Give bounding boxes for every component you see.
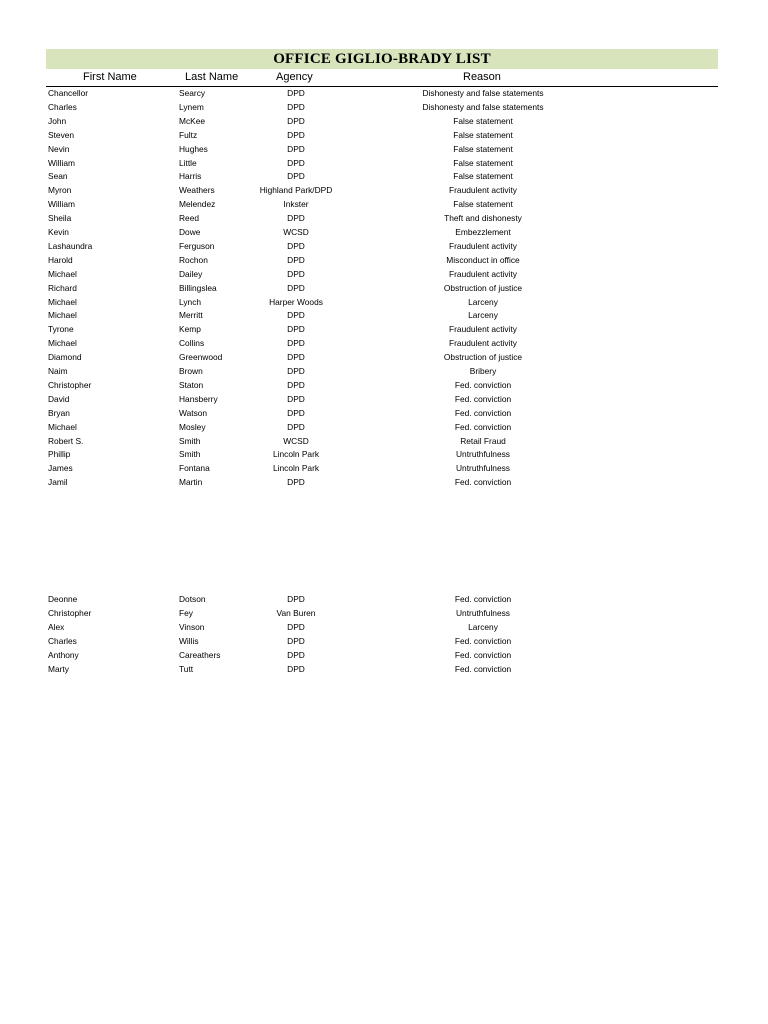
table-row bbox=[0, 86, 768, 100]
agency-cell: DPD bbox=[287, 477, 305, 488]
first-name-cell: Alex bbox=[48, 621, 65, 632]
reason-cell: Untruthfulness bbox=[456, 449, 510, 460]
agency-cell: Harper Woods bbox=[269, 296, 323, 307]
first-name-cell: William bbox=[48, 157, 75, 168]
agency-cell: DPD bbox=[287, 157, 305, 168]
first-name-cell: Michael bbox=[48, 310, 77, 321]
last-name-cell: Weathers bbox=[179, 185, 215, 196]
table-row bbox=[0, 197, 768, 211]
reason-cell: Embezzlement bbox=[455, 227, 511, 237]
last-name-cell: Dowe bbox=[179, 227, 201, 237]
table-row bbox=[0, 648, 768, 662]
first-name-cell: Bryan bbox=[48, 407, 70, 418]
table-row bbox=[0, 447, 768, 461]
agency-cell: DPD bbox=[287, 240, 305, 251]
table-row bbox=[0, 378, 768, 392]
reason-cell: Fed. conviction bbox=[454, 407, 512, 418]
first-name-cell: Robert S. bbox=[48, 435, 84, 446]
agency-cell: DPD bbox=[287, 129, 305, 140]
table-row bbox=[0, 620, 768, 634]
first-name-cell: Jamil bbox=[48, 477, 68, 488]
last-name-cell: Melendez bbox=[179, 199, 216, 210]
reason-cell: Obstruction of justice bbox=[443, 352, 523, 363]
reason-cell: False statement bbox=[453, 157, 513, 168]
reason-cell: False statement bbox=[453, 115, 513, 126]
reason-cell: Bribery bbox=[469, 366, 497, 376]
first-name-cell: Kevin bbox=[48, 227, 69, 237]
table-row bbox=[0, 364, 768, 378]
column-header-reason: Reason bbox=[463, 71, 501, 83]
table-header bbox=[46, 70, 718, 87]
agency-cell: DPD bbox=[287, 366, 305, 376]
last-name-cell: Reed bbox=[179, 213, 200, 224]
agency-cell: Lincoln Park bbox=[272, 463, 320, 474]
first-name-cell: Phillip bbox=[48, 449, 71, 460]
first-name-cell: James bbox=[48, 463, 73, 474]
page-title: OFFICE GIGLIO-BRADY LIST bbox=[46, 49, 718, 69]
last-name-cell: Mosley bbox=[179, 421, 206, 432]
reason-cell: Larceny bbox=[468, 621, 498, 632]
agency-cell: WCSD bbox=[283, 435, 309, 446]
first-name-cell: Michael bbox=[48, 421, 77, 432]
last-name-cell: Rochon bbox=[179, 254, 208, 265]
last-name-cell: Ferguson bbox=[179, 240, 215, 251]
agency-cell: DPD bbox=[287, 324, 305, 335]
last-name-cell: Tutt bbox=[179, 663, 194, 674]
first-name-cell: Charles bbox=[48, 635, 77, 646]
last-name-cell: Collins bbox=[179, 338, 205, 349]
first-name-cell: Steven bbox=[48, 129, 75, 140]
first-name-cell: Sean bbox=[48, 171, 68, 182]
table-row bbox=[0, 114, 768, 128]
table-row bbox=[0, 336, 768, 350]
first-name-cell: David bbox=[48, 393, 70, 404]
last-name-cell: Kemp bbox=[179, 324, 201, 335]
table-row bbox=[0, 606, 768, 620]
last-name-cell: Careathers bbox=[179, 649, 221, 660]
agency-cell: DPD bbox=[287, 254, 305, 265]
last-name-cell: Merritt bbox=[179, 310, 203, 321]
table-row bbox=[0, 406, 768, 420]
reason-cell: Fraudulent activity bbox=[449, 268, 517, 279]
last-name-cell: Hughes bbox=[179, 143, 208, 154]
agency-cell: Van Buren bbox=[276, 608, 316, 618]
agency-cell: DPD bbox=[287, 594, 305, 605]
column-header-first-name: First Name bbox=[83, 71, 137, 83]
first-name-cell: Myron bbox=[48, 185, 72, 196]
first-name-cell: Anthony bbox=[48, 649, 79, 660]
reason-cell: Untruthfulness bbox=[456, 463, 510, 474]
reason-cell: Larceny bbox=[468, 310, 498, 321]
table-row bbox=[0, 211, 768, 225]
table-row bbox=[0, 100, 768, 114]
table-row bbox=[0, 142, 768, 156]
last-name-cell: Dailey bbox=[179, 268, 203, 279]
table-row bbox=[0, 475, 768, 489]
reason-cell: Dishonesty and false statements bbox=[422, 88, 544, 98]
last-name-cell: Greenwood bbox=[179, 352, 223, 363]
last-name-cell: McKee bbox=[179, 115, 206, 126]
reason-cell: Dishonesty and false statements bbox=[422, 101, 544, 112]
reason-cell: Fed. conviction bbox=[454, 393, 512, 404]
last-name-cell: Smith bbox=[179, 435, 201, 446]
agency-cell: DPD bbox=[287, 663, 305, 674]
reason-cell: False statement bbox=[453, 129, 513, 140]
last-name-cell: Martin bbox=[179, 477, 203, 488]
agency-cell: Inkster bbox=[283, 199, 309, 210]
reason-cell: Misconduct in office bbox=[446, 254, 520, 265]
last-name-cell: Fontana bbox=[179, 463, 210, 474]
reason-cell: Fraudulent activity bbox=[449, 324, 517, 335]
reason-cell: Fraudulent activity bbox=[449, 185, 517, 196]
agency-cell: DPD bbox=[287, 379, 305, 390]
table-row bbox=[0, 434, 768, 448]
agency-cell: DPD bbox=[287, 143, 305, 154]
first-name-cell: Michael bbox=[48, 268, 77, 279]
table-row bbox=[0, 634, 768, 648]
last-name-cell: Watson bbox=[179, 407, 208, 418]
reason-cell: Fed. conviction bbox=[454, 649, 512, 660]
table-row bbox=[0, 420, 768, 434]
last-name-cell: Dotson bbox=[179, 594, 206, 605]
last-name-cell: Staton bbox=[179, 379, 204, 390]
table-row bbox=[0, 295, 768, 309]
agency-cell: DPD bbox=[287, 621, 305, 632]
reason-cell: Fed. conviction bbox=[454, 379, 512, 390]
table-row bbox=[0, 169, 768, 183]
first-name-cell: Michael bbox=[48, 338, 77, 349]
first-name-cell: Richard bbox=[48, 282, 77, 293]
first-name-cell: Naim bbox=[48, 366, 68, 376]
reason-cell: Fed. conviction bbox=[454, 421, 512, 432]
table-row bbox=[0, 392, 768, 406]
first-name-cell: Nevin bbox=[48, 143, 70, 154]
agency-cell: DPD bbox=[287, 101, 305, 112]
table-row bbox=[0, 308, 768, 322]
reason-cell: Larceny bbox=[468, 296, 498, 307]
reason-cell: Fraudulent activity bbox=[449, 338, 517, 349]
reason-cell: False statement bbox=[453, 171, 513, 182]
first-name-cell: Marty bbox=[48, 663, 69, 674]
agency-cell: WCSD bbox=[283, 227, 309, 237]
reason-cell: Obstruction of justice bbox=[443, 282, 523, 293]
first-name-cell: Charles bbox=[48, 101, 77, 112]
table-row bbox=[0, 156, 768, 170]
agency-cell: DPD bbox=[287, 268, 305, 279]
agency-cell: DPD bbox=[287, 338, 305, 349]
last-name-cell: Harris bbox=[179, 171, 202, 182]
first-name-cell: Christopher bbox=[48, 379, 92, 390]
agency-cell: DPD bbox=[287, 171, 305, 182]
agency-cell: DPD bbox=[287, 310, 305, 321]
reason-cell: Theft and dishonesty bbox=[444, 213, 522, 224]
table-row bbox=[0, 128, 768, 142]
reason-cell: Fed. conviction bbox=[454, 594, 512, 605]
first-name-cell: Deonne bbox=[48, 594, 78, 605]
agency-cell: DPD bbox=[287, 407, 305, 418]
table-row bbox=[0, 662, 768, 676]
table-row bbox=[0, 592, 768, 606]
agency-cell: DPD bbox=[287, 115, 305, 126]
table-row bbox=[0, 183, 768, 197]
reason-cell: Fed. conviction bbox=[454, 663, 512, 674]
last-name-cell: Fey bbox=[179, 608, 193, 618]
agency-cell: DPD bbox=[287, 421, 305, 432]
table-row bbox=[0, 281, 768, 295]
agency-cell: DPD bbox=[287, 393, 305, 404]
last-name-cell: Fultz bbox=[179, 129, 198, 140]
last-name-cell: Vinson bbox=[179, 621, 205, 632]
table-row bbox=[0, 350, 768, 364]
first-name-cell: Sheila bbox=[48, 213, 72, 224]
column-header-agency: Agency bbox=[276, 71, 313, 83]
first-name-cell: John bbox=[48, 115, 67, 126]
first-name-cell: Harold bbox=[48, 254, 73, 265]
agency-cell: DPD bbox=[287, 213, 305, 224]
table-row bbox=[0, 461, 768, 475]
first-name-cell: Tyrone bbox=[48, 324, 74, 335]
agency-cell: DPD bbox=[287, 649, 305, 660]
reason-cell: Untruthfulness bbox=[456, 608, 510, 618]
reason-cell: False statement bbox=[453, 199, 513, 210]
agency-cell: DPD bbox=[287, 88, 305, 98]
last-name-cell: Smith bbox=[179, 449, 201, 460]
reason-cell: Fed. conviction bbox=[454, 477, 512, 488]
column-header-last-name: Last Name bbox=[185, 71, 239, 83]
reason-cell: Fed. conviction bbox=[454, 635, 512, 646]
first-name-cell: William bbox=[48, 199, 75, 210]
first-name-cell: Michael bbox=[48, 296, 77, 307]
agency-cell: DPD bbox=[287, 635, 305, 646]
first-name-cell: Chancellor bbox=[48, 88, 89, 98]
agency-cell: Lincoln Park bbox=[272, 449, 320, 460]
last-name-cell: Lynem bbox=[179, 101, 204, 112]
agency-cell: Highland Park/DPD bbox=[259, 185, 333, 196]
last-name-cell: Hansberry bbox=[179, 393, 218, 404]
last-name-cell: Lynch bbox=[179, 296, 202, 307]
reason-cell: Fraudulent activity bbox=[449, 240, 517, 251]
last-name-cell: Billingslea bbox=[179, 282, 217, 293]
first-name-cell: Christopher bbox=[48, 608, 92, 618]
table-row bbox=[0, 322, 768, 336]
last-name-cell: Willis bbox=[179, 635, 199, 646]
last-name-cell: Little bbox=[179, 157, 197, 168]
last-name-cell: Searcy bbox=[179, 88, 206, 98]
first-name-cell: Lashaundra bbox=[48, 240, 93, 251]
table-row bbox=[0, 239, 768, 253]
reason-cell: False statement bbox=[453, 143, 513, 154]
table-row bbox=[0, 267, 768, 281]
table-row bbox=[0, 225, 768, 239]
last-name-cell: Brown bbox=[179, 366, 203, 376]
first-name-cell: Diamond bbox=[48, 352, 82, 363]
reason-cell: Retail Fraud bbox=[460, 435, 506, 446]
agency-cell: DPD bbox=[287, 352, 305, 363]
agency-cell: DPD bbox=[287, 282, 305, 293]
table-row bbox=[0, 253, 768, 267]
